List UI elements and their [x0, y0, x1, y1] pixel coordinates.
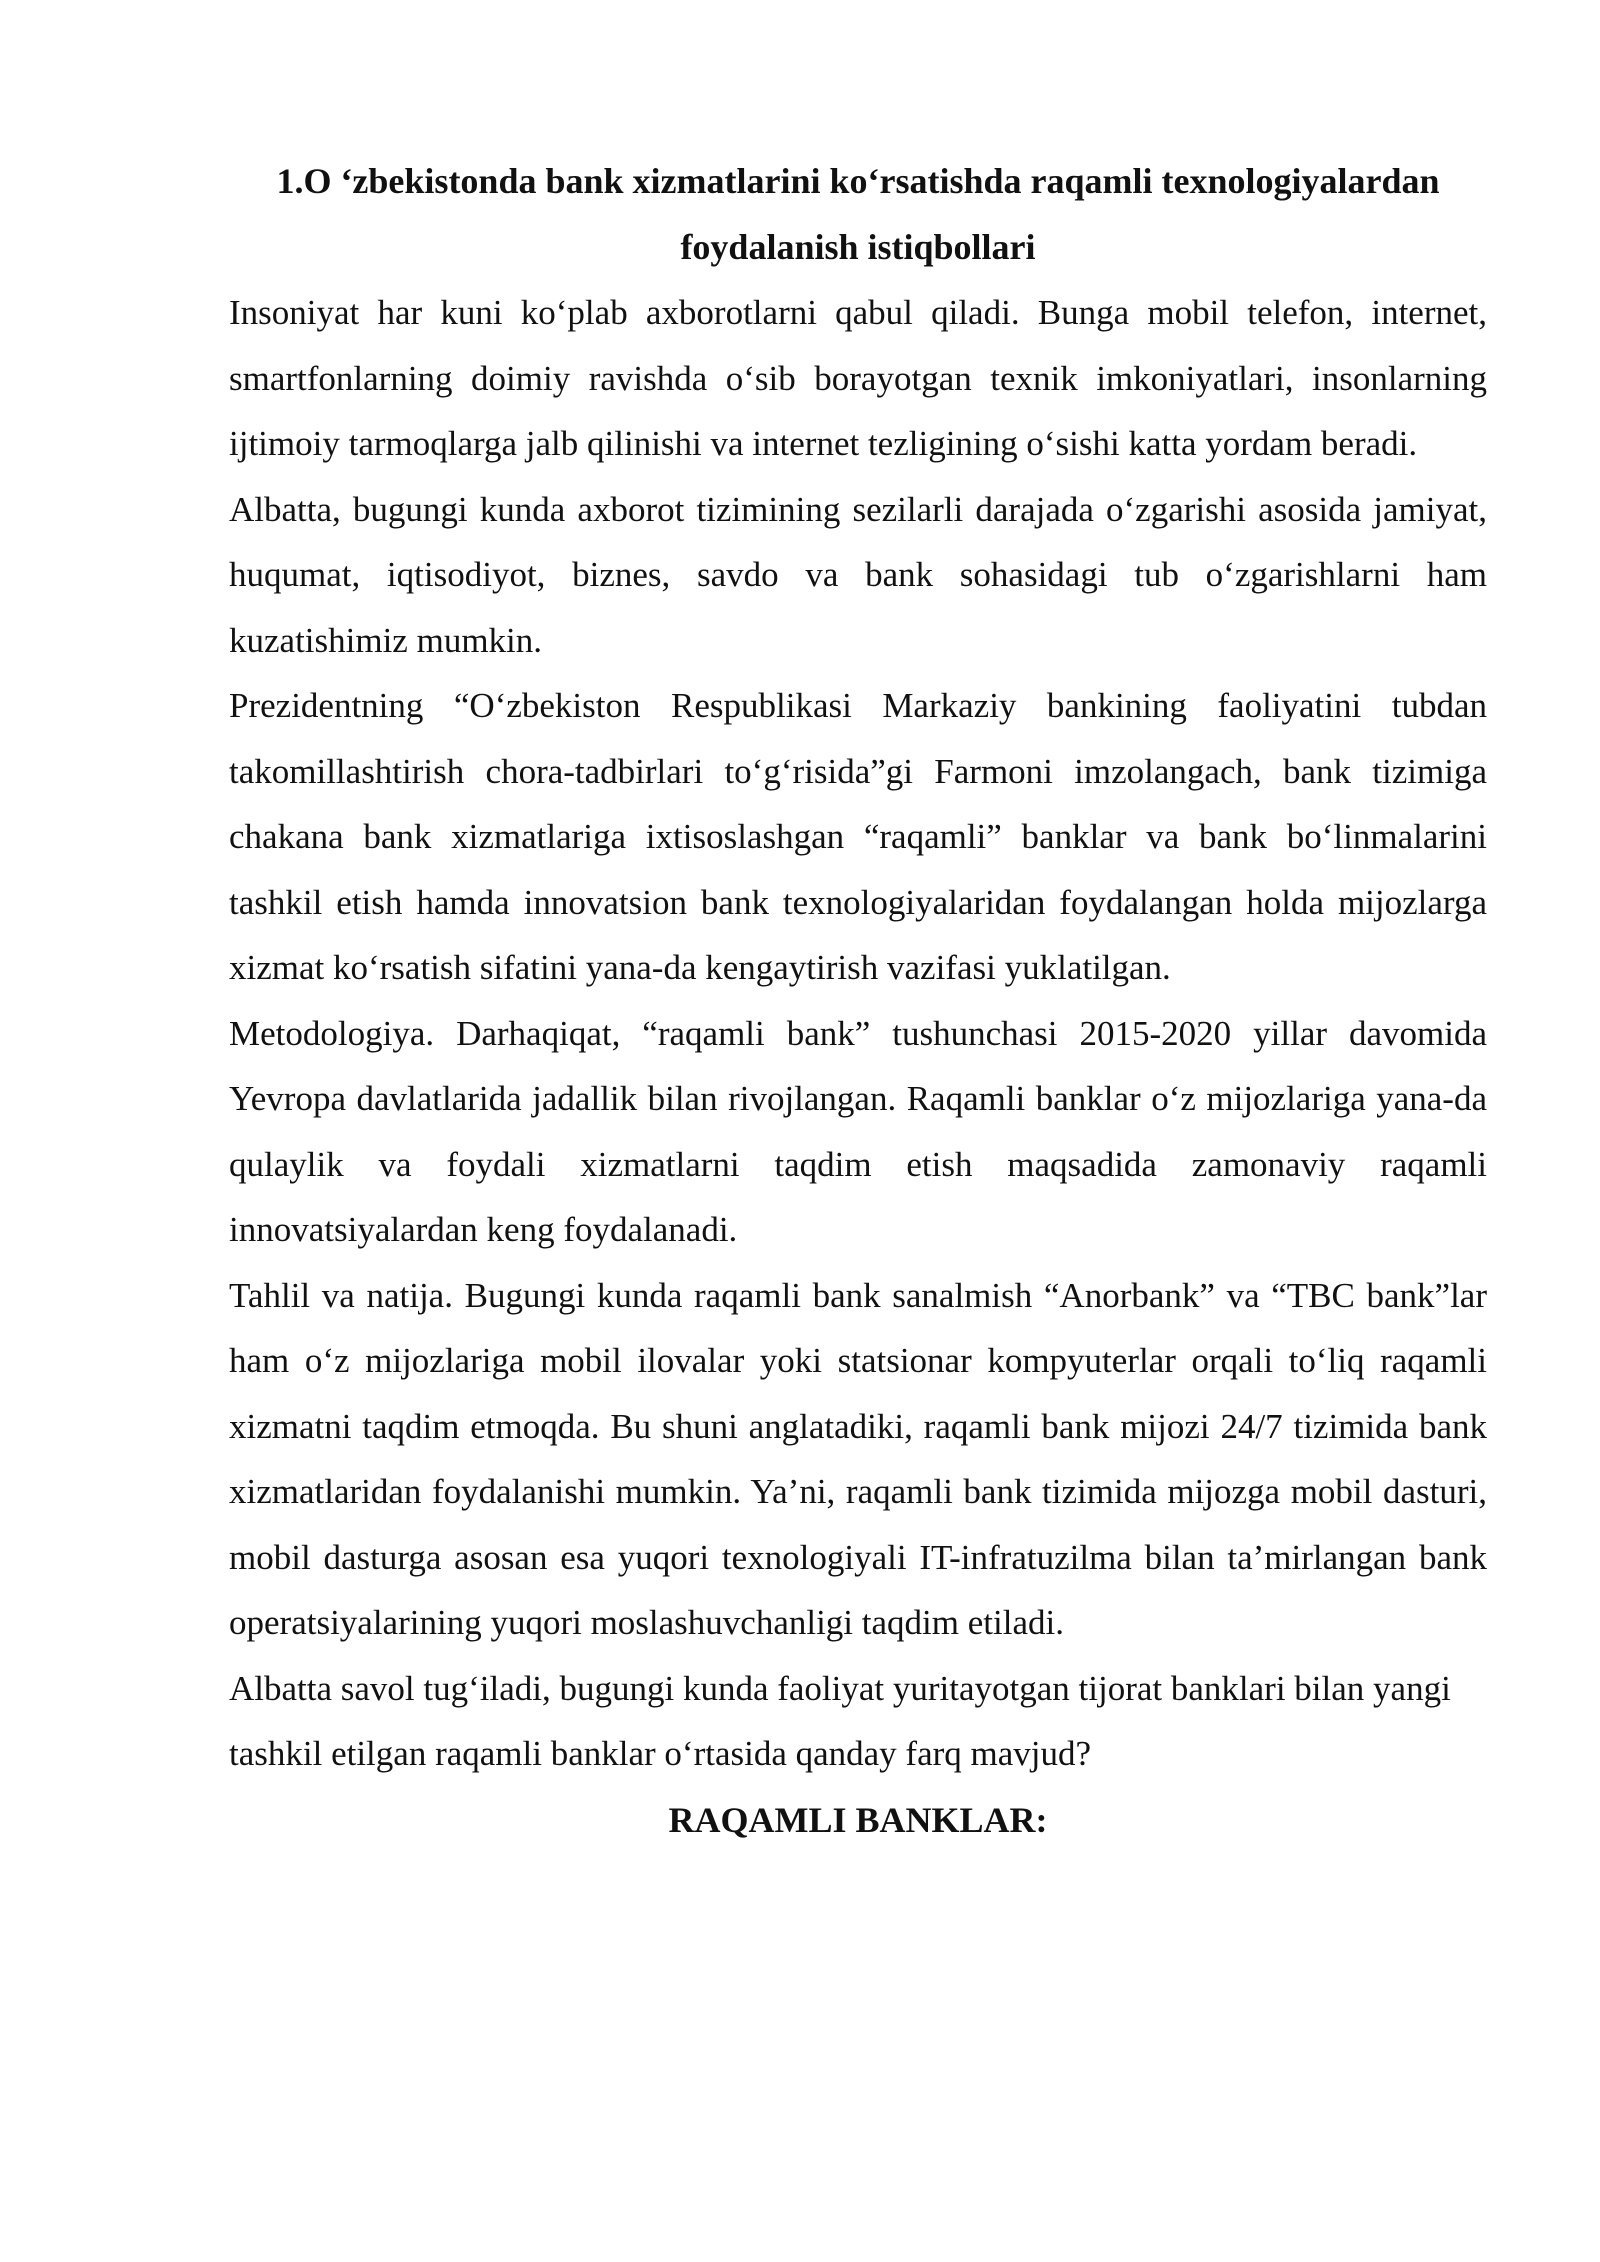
paragraph-intro: Insoniyat har kuni ko‘plab axborotlarni qabul qiladi. Bunga mobil telefon, internet, smartfonlarning doimiy ravishda o‘sib borayotgan texnik imkoniyatlari, insonlarning ijtimoiy tarmoqlarga jalb qilinishi va internet tezligining o‘sishi katta yordam beradi.	[229, 293, 1487, 463]
paragraph-analysis: Tahlil va natija. Bugungi kunda raqamli bank sanalmish “Anorbank” va “TBC bank”lar ham o‘z mijozlariga mobil ilovalar yoki statsionar kompyuterlar orqali to‘liq raqamli xizmatni taqdim etmoqda. Bu shuni anglatadiki, raqamli bank mijozi 24/7 tizimida bank xizmatlaridan foydalanishi mumkin. Ya’ni, raqamli bank tizimida mijozga mobil dasturi, mobil dasturga asosan esa yuqori texnologiyali IT-infratuzilma bilan ta’mirlangan bank operatsiyalarining yuqori moslashuvchanligi taqdim etiladi.	[229, 1275, 1487, 1642]
document-page	[229, 148, 1487, 1853]
document-title: 1.O ‘zbekistonda bank xizmatlarini ko‘rsatishda raqamli texnologiyalardan foydalanish istiqbollari	[276, 161, 1440, 267]
paragraph-question: Albatta savol tug‘iladi, bugungi kunda faoliyat yuritayotgan tijorat banklari bilan yangi tashkil etilgan raqamli banklar o‘rtasida qanday farq mavjud?	[229, 1668, 1451, 1773]
paragraph-changes: Albatta, bugungi kunda axborot tizimining sezilarli darajada o‘zgarishi asosida jamiyat, huqumat, iqtisodiyot, biznes, savdo va bank sohasidagi tub o‘zgarishlarni ham kuzatishimiz mumkin.	[229, 489, 1487, 660]
section-subheading: RAQAMLI BANKLAR:	[668, 1799, 1048, 1840]
paragraph-decree: Prezidentning “O‘zbekiston Respublikasi Markaziy bankining faoliyatini tubdan takomillashtirish chora-tadbirlari to‘g‘risida”gi Farmoni imzolangach, bank tizimiga chakana bank xizmatlariga ixtisoslashgan “raqamli” banklar va bank bo‘linmalarini tashkil etish hamda innovatsion bank texnologiyalaridan foydalangan holda mijozlarga xizmat ko‘rsatish sifatini yana-da kengaytirish vazifasi yuklatilgan.	[229, 686, 1487, 987]
paragraph-methodology: Metodologiya. Darhaqiqat, “raqamli bank” tushunchasi 2015-2020 yillar davomida Yevropa davlatlarida jadallik bilan rivojlangan. Raqamli banklar o‘z mijozlariga yana-da qulaylik va foydali xizmatlarni taqdim etish maqsadida zamonaviy raqamli innovatsiyalardan keng foydalanadi.	[229, 1013, 1487, 1249]
